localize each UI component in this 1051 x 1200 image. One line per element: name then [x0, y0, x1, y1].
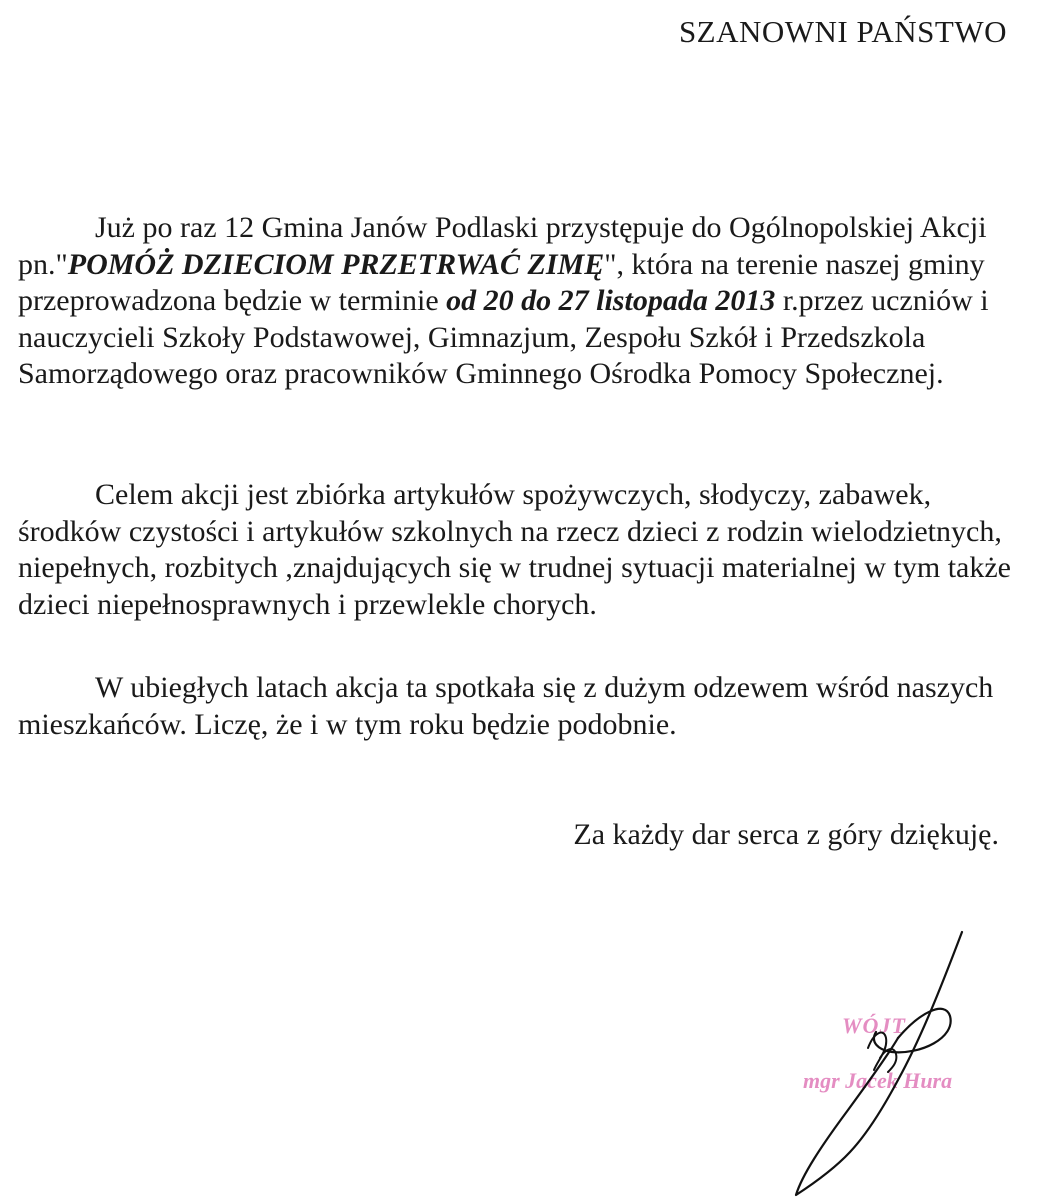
campaign-dates: od 20 do 27 listopada 2013: [446, 284, 776, 317]
closing-line: Za każdy dar serca z góry dziękuję.: [573, 818, 999, 851]
paragraph-1-end: r.przez uczniów i nauczycieli Szkoły Podstawowej, Gimnazjum, Zespołu Szkół i Przedszkola Samorządowego oraz pracowników Gminnego Ośrodka Pomocy Społecznej.: [18, 284, 989, 390]
paragraph-2-text: Celem akcji jest zbiórka artykułów spożywczych, słodyczy, zabawek, środków czystości i artykułów szkolnych na rzecz dzieci z rodzin wielodzietnych, niepełnych, rozbitych ,znajdujących się w trudnej sytuacji materialnej w tym także dzieci niepełnosprawnych i przewlekle chorych.: [18, 478, 1011, 621]
paragraph-3: [18, 670, 1033, 743]
paragraph-2: [18, 477, 1033, 623]
paragraph-1: [18, 210, 1033, 393]
stamp-name: mgr Jacek Hura: [803, 1068, 953, 1093]
paragraph-1-intro: Już po raz 12 Gmina Janów Podlaski przystępuje do Ogólnopolskiej Akcji pn.": [18, 211, 987, 281]
stamp-title: WÓJT: [842, 1013, 906, 1038]
handwritten-signature: [770, 920, 1020, 1200]
paragraph-3-text: W ubiegłych latach akcja ta spotkała się z dużym odzewem wśród naszych mieszkańców. Liczę, że i w tym roku będzie podobnie.: [18, 671, 994, 741]
campaign-name: POMÓŻ DZIECIOM PRZETRWAĆ ZIMĘ: [67, 247, 605, 281]
salutation: SZANOWNI PAŃSTWO: [678, 14, 1007, 49]
paragraph-1-middle: ", która na terenie naszej gminy przeprowadzona będzie w terminie: [18, 247, 985, 317]
